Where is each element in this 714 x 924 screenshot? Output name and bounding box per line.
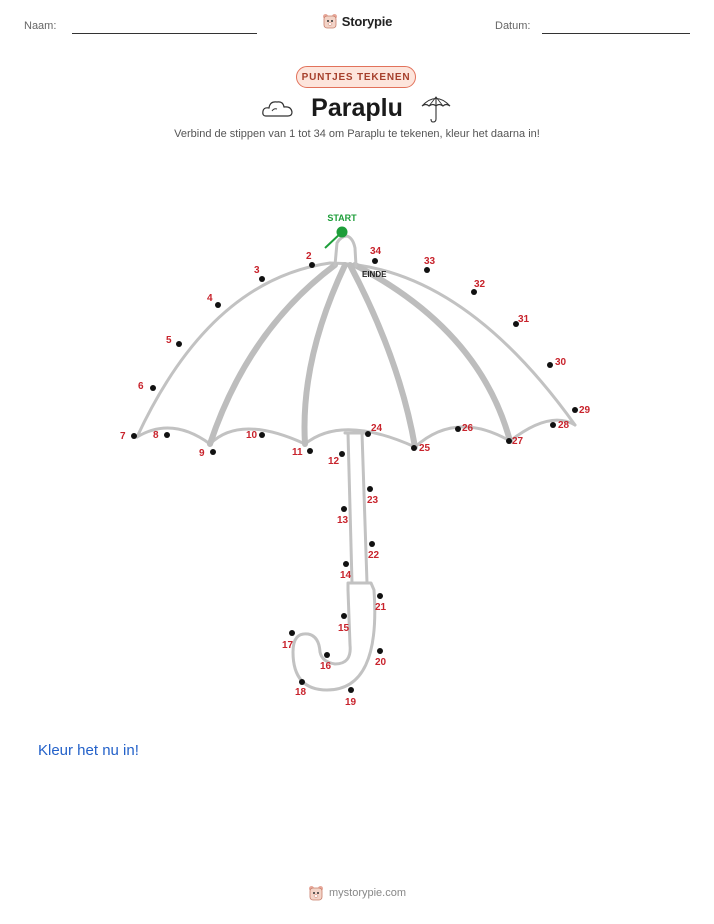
dot-layer (120, 227, 591, 709)
instructions: Verbind de stippen van 1 tot 34 om Paraplu te tekenen, kleur het daarna in! (174, 128, 540, 140)
dot-18[interactable] (299, 679, 305, 685)
dot-26[interactable] (455, 426, 461, 432)
dot-1[interactable] (337, 227, 348, 238)
dot-33[interactable] (424, 267, 430, 273)
dot-label-15: 15 (338, 623, 350, 634)
footer-url[interactable]: mystorypie.com (328, 887, 407, 899)
dot-label-4: 4 (207, 293, 213, 304)
bear-icon (308, 885, 324, 901)
dot-label-22: 22 (368, 550, 380, 561)
dot-label-9: 9 (199, 448, 205, 459)
footer (0, 885, 714, 901)
dot-29[interactable] (572, 407, 578, 413)
dot-15[interactable] (341, 613, 347, 619)
dot-label-29: 29 (579, 405, 591, 416)
dot-label-17: 17 (282, 640, 294, 651)
brand-name: Storypie (341, 13, 393, 29)
name-label: Naam: (24, 20, 57, 32)
dot-label-5: 5 (166, 335, 172, 346)
date-label: Datum: (495, 20, 531, 32)
dot-25[interactable] (411, 445, 417, 451)
dot-9[interactable] (210, 449, 216, 455)
dot-4[interactable] (215, 302, 221, 308)
dot-label-26: 26 (462, 423, 474, 434)
dot-label-3: 3 (254, 265, 260, 276)
dot-label-30: 30 (555, 357, 567, 368)
dot-label-24: 24 (371, 423, 383, 434)
dot-label-16: 16 (320, 661, 332, 672)
dot-34[interactable] (372, 258, 378, 264)
dot-label-8: 8 (153, 430, 159, 441)
dot-17[interactable] (289, 630, 295, 636)
dot-label-19: 19 (345, 697, 357, 708)
dot-8[interactable] (164, 432, 170, 438)
umbrella-outline (137, 236, 575, 690)
dot-13[interactable] (341, 506, 347, 512)
dot-label-10: 10 (246, 430, 258, 441)
dot-label-27: 27 (512, 436, 524, 447)
dot-2[interactable] (309, 262, 315, 268)
end-label: EINDE (362, 270, 387, 279)
dot-12[interactable] (339, 451, 345, 457)
dot-label-12: 12 (328, 456, 340, 467)
dot-16[interactable] (324, 652, 330, 658)
dot-label-31: 31 (518, 314, 530, 325)
dot-label-33: 33 (424, 256, 436, 267)
dot-label-25: 25 (419, 443, 431, 454)
dot-7[interactable] (131, 433, 137, 439)
dot-14[interactable] (343, 561, 349, 567)
dot-30[interactable] (547, 362, 553, 368)
dot-label-20: 20 (375, 657, 387, 668)
dot-28[interactable] (550, 422, 556, 428)
dot-label-13: 13 (337, 515, 349, 526)
dot-21[interactable] (377, 593, 383, 599)
dot-3[interactable] (259, 276, 265, 282)
dot-label-11: 11 (292, 447, 303, 458)
color-prompt: Kleur het nu in! (38, 742, 139, 759)
dot-20[interactable] (377, 648, 383, 654)
dot-label-21: 21 (375, 602, 387, 613)
dot-5[interactable] (176, 341, 182, 347)
dot-11[interactable] (307, 448, 313, 454)
dot-22[interactable] (369, 541, 375, 547)
dot-label-7: 7 (120, 431, 126, 442)
start-label: START (327, 213, 357, 223)
dot-label-6: 6 (138, 381, 144, 392)
dot-label-14: 14 (340, 570, 352, 581)
dot-19[interactable] (348, 687, 354, 693)
dot-label-28: 28 (558, 420, 570, 431)
dot-23[interactable] (367, 486, 373, 492)
page-title: Paraplu (311, 93, 403, 122)
category-badge: PUNTJES TEKENEN (296, 66, 416, 88)
dot-label-18: 18 (295, 687, 307, 698)
dot-label-23: 23 (367, 495, 379, 506)
dot-label-32: 32 (474, 279, 486, 290)
dot-10[interactable] (259, 432, 265, 438)
dot-label-34: 34 (370, 246, 382, 257)
dot-6[interactable] (150, 385, 156, 391)
dot-label-2: 2 (306, 251, 312, 262)
